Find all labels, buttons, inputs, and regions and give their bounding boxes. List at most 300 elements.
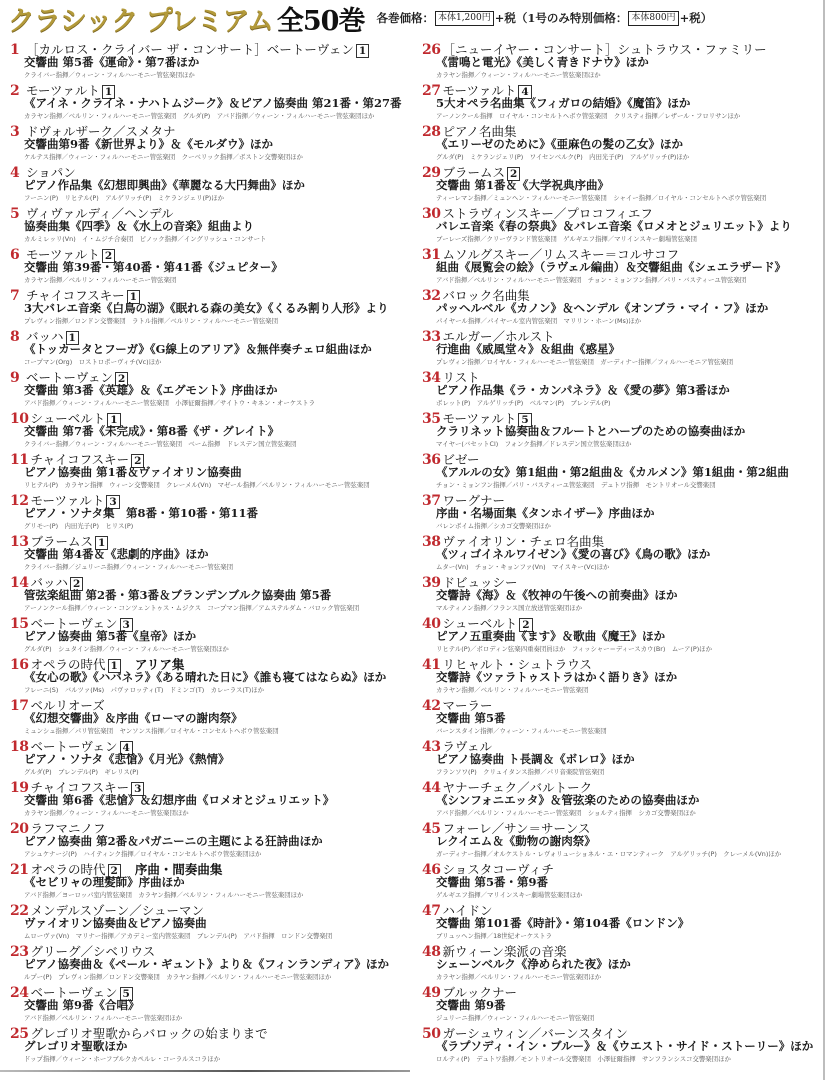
- work-title: ピアノ協奏曲 第5番《皇帝》ほか: [24, 629, 197, 643]
- work-title: 交響曲 第5番《運命》・第7番ほか: [24, 55, 200, 69]
- work-title: 交響曲 第5番: [436, 711, 506, 725]
- entry-heading: [10, 573, 420, 591]
- entry-heading: [422, 983, 827, 1001]
- performers: アバド指揮／ベルリン・フィルハーモニー管弦楽団 ショルティ指揮 シカゴ交響楽団ほか: [436, 809, 696, 817]
- volume-entry: [10, 1024, 420, 1065]
- volume-number: 33: [422, 329, 441, 345]
- performers: クライバー指揮／ジュリーニ指揮／ウィーン・フィルハーモニー管弦楽団: [24, 563, 233, 571]
- special-tax: +税）: [679, 11, 713, 25]
- work-title: 交響曲 第101番《時計》・第104番《ロンドン》: [436, 916, 690, 930]
- volume-entry: [422, 450, 827, 491]
- volume-entry: [10, 901, 420, 942]
- volume-number: 28: [422, 124, 441, 140]
- volume-number: 20: [10, 821, 29, 837]
- work-title: ピアノ・ソナタ集 第8番・第10番・第11番: [24, 506, 259, 520]
- entry-heading: [10, 819, 420, 837]
- composer-name: ラヴェル: [442, 739, 492, 754]
- composer-name: ヤナーチェク／バルトーク: [442, 780, 593, 795]
- composer-name: リスト: [442, 370, 480, 385]
- volume-number: 15: [10, 616, 29, 632]
- composer-name: ベルリオーズ: [30, 698, 105, 713]
- work-title: ピアノ作品集《幻想即興曲》《華麗なる大円舞曲》ほか: [24, 178, 305, 192]
- composer-name: ベートーヴェン: [30, 616, 118, 631]
- entry-heading: [422, 532, 827, 550]
- entry-heading: [10, 532, 420, 550]
- composer-name: ［ニューイヤー・コンサート］シュトラウス・ファミリー: [442, 42, 767, 57]
- entry-heading: [10, 286, 420, 304]
- volume-entry: [10, 286, 420, 327]
- performers: プレヴィン指揮／ロイヤル・フィルハーモニー管弦楽団 ガーディナー指揮／フィルハーモニア管弦楽団: [436, 358, 734, 366]
- performers: ドップ指揮／ウィーン・ホーフブルクカペルレ・コーラルスコラほか: [24, 1055, 221, 1063]
- work-title: ピアノ協奏曲＆《ペール・ギュント》より＆《フィンランディア》ほか: [24, 957, 390, 971]
- composer-name: ガーシュウィン／バーンスタイン: [442, 1026, 628, 1041]
- page-header: [0, 0, 827, 36]
- volume-entry: [422, 737, 827, 778]
- performers: リヒテル(P) カラヤン指揮 ウィーン交響楽団 クレーメル(Vn) マゼール指揮／ベルリン・フィルハーモニー管弦楽団: [24, 481, 370, 489]
- volume-entry: [422, 696, 827, 737]
- work-title: パッヘルベル《カノン》＆ヘンデル《オンブラ・マイ・フ》ほか: [436, 301, 769, 315]
- volume-entry: [422, 122, 827, 163]
- work-title: 行進曲《威風堂々》＆組曲《惑星》: [436, 342, 620, 356]
- work-title: ピアノ五重奏曲《ます》＆歌曲《魔王》ほか: [436, 629, 666, 643]
- work-title: 交響曲 第1番＆《大学祝典序曲》: [436, 178, 610, 192]
- work-title: 《トッカータとフーガ》《G線上のアリア》＆無伴奏チェロ組曲ほか: [24, 342, 372, 356]
- work-title: 交響曲 第7番《未完成》・第8番《ザ・グレイト》: [24, 424, 280, 438]
- composer-name: ビゼー: [442, 452, 480, 467]
- composer-volume-badge: 2: [108, 864, 121, 878]
- entry-heading: [422, 40, 827, 58]
- work-title: 管弦楽組曲 第2番・第3番＆ブランデンブルク協奏曲 第5番: [24, 588, 332, 602]
- right-column: [422, 40, 827, 1065]
- volume-number: 24: [10, 985, 29, 1001]
- performers: グリモー(P) 内田光子(P) ヒリス(P): [24, 522, 134, 530]
- work-title: シェーンベルク《浄められた夜》ほか: [436, 957, 631, 971]
- volume-number: 29: [422, 165, 441, 181]
- composer-name: モーツァルト: [26, 83, 100, 98]
- work-title: 交響曲 第9番: [436, 998, 506, 1012]
- composer-name: シューベルト: [442, 616, 518, 631]
- volume-number: 19: [10, 780, 29, 796]
- composer-name: チャイコフスキー: [30, 452, 130, 467]
- work-title: 交響詩《ツァラトゥストラはかく語りき》ほか: [436, 670, 678, 684]
- performers: アバド指揮／ヨーロッパ室内管弦楽団 カラヤン指揮／ベルリン・フィルハーモニー管弦楽団ほか: [24, 891, 304, 899]
- volume-entry: [10, 737, 420, 778]
- composer-name: モーツァルト: [26, 247, 100, 262]
- composer-name: グレゴリオ聖歌からバロックの始まりまで: [30, 1026, 268, 1041]
- volume-entry: [422, 532, 827, 573]
- composer-name: ラフマニノフ: [30, 821, 106, 836]
- volume-entry: [422, 327, 827, 368]
- entry-heading: [10, 368, 420, 386]
- entry-heading: [422, 204, 827, 222]
- entry-heading: [422, 614, 827, 632]
- volume-number: 3: [10, 124, 20, 140]
- work-title: バレエ音楽《春の祭典》＆バレエ音楽《ロメオとジュリエット》より: [436, 219, 792, 233]
- series-title: クラシック プレミアム: [8, 5, 273, 37]
- entry-heading: [422, 819, 827, 837]
- volume-number: 49: [422, 985, 441, 1001]
- composer-name: ブルックナー: [442, 985, 517, 1000]
- work-title: 《雷鳴と電光》《美しく青きドナウ》ほか: [436, 55, 649, 69]
- performers: ジュリーニ指揮／ウィーン・フィルハーモニー管弦楽団: [436, 1014, 595, 1022]
- left-column: [10, 40, 420, 1065]
- volume-entry: [10, 983, 420, 1024]
- performers: ロルティ(P) デュトワ指揮／モントリオール交響楽団 小澤征爾指揮 サンフランシスコ交響楽団ほか: [436, 1055, 731, 1063]
- composer-volume-badge: 2: [519, 618, 532, 632]
- composer-name: ピアノ名曲集: [442, 124, 517, 139]
- composer-volume-badge: 2: [102, 249, 115, 263]
- volume-number: 46: [422, 862, 441, 878]
- volume-number: 31: [422, 247, 441, 263]
- volume-entry: [10, 532, 420, 573]
- work-title: グレゴリオ聖歌ほか: [24, 1039, 128, 1053]
- volume-number: 47: [422, 903, 441, 919]
- composer-name: メンデルスゾーン／シューマン: [30, 903, 204, 918]
- volume-entry: [422, 368, 827, 409]
- volume-entry: [10, 409, 420, 450]
- performers: グルダ(P) シュタイン指揮／ウィーン・フィルハーモニー管弦楽団ほか: [24, 645, 229, 653]
- work-title: ピアノ・ソナタ《悲愴》《月光》《熱情》: [24, 752, 230, 766]
- volume-number: 2: [10, 83, 20, 99]
- entry-heading: [10, 696, 420, 714]
- page-border: [823, 0, 825, 1080]
- composer-volume-badge: 5: [120, 987, 133, 1001]
- performers: コープマン(Org) ロストロポーヴィチ(Vc)ほか: [24, 358, 162, 366]
- work-title: 交響詩《海》＆《牧神の午後への前奏曲》ほか: [436, 588, 678, 602]
- performers: ガーディナー指揮／オルケストル・レヴォリューショネル・エ・ロマンティーク アルゲリッチ(P) クレーメル(Vn)ほか: [436, 850, 782, 858]
- volume-entry: [422, 40, 827, 81]
- volume-entry: [422, 491, 827, 532]
- performers: ブリュッヘン指揮／18世紀オーケストラ: [436, 932, 553, 940]
- volume-entry: [10, 655, 420, 696]
- volume-entry: [422, 819, 827, 860]
- work-title: 交響曲 第6番《悲愴》＆幻想序曲《ロメオとジュリエット》: [24, 793, 335, 807]
- performers: パイヤール指揮／パイヤール室内管弦楽団 マリリン・ホーン(Ms)ほか: [436, 317, 642, 325]
- volume-number: 30: [422, 206, 441, 222]
- volume-number: 18: [10, 739, 29, 755]
- performers: ブーレーズ指揮／クリーヴランド管弦楽団 ゲルギエフ指揮／マリインスキー劇場管弦楽団: [436, 235, 697, 243]
- volume-number: 41: [422, 657, 441, 673]
- performers: フーニン(P) リヒテル(P) アルゲリッチ(P) ミケランジェリ(P)ほか: [24, 194, 225, 202]
- performers: ムローヴァ(Vn) マリナー指揮／アカデミー室内管弦楽団 ブレンデル(P) アバド指揮 ロンドン交響楽団: [24, 932, 333, 940]
- composer-volume-badge: 4: [518, 85, 531, 99]
- price-box: 本体1,200円: [435, 11, 494, 26]
- performers: カラヤン指揮／ベルリン・フィルハーモニー管弦楽団: [436, 686, 589, 694]
- performers: マイヤー(バセットCl) フォンク指揮／ドレスデン国立管弦楽団ほか: [436, 440, 632, 448]
- composer-name: 新ウィーン楽派の音楽: [442, 944, 567, 959]
- volume-entry: [422, 81, 827, 122]
- entry-heading: [422, 860, 827, 878]
- volume-number: 34: [422, 370, 441, 386]
- composer-volume-badge: 1: [66, 331, 79, 345]
- composer-name: バロック名曲集: [442, 288, 530, 303]
- work-title: 《女心の歌》《ハバネラ》《ある晴れた日に》《誰も寝てはならぬ》ほか: [24, 670, 387, 684]
- composer-name: ブラームス: [442, 165, 505, 180]
- volume-entry: [422, 1024, 827, 1065]
- composer-name: ドヴォルザーク／スメタナ: [26, 124, 176, 139]
- composer-volume-badge: 1: [102, 85, 115, 99]
- performers: ルプー(P) プレヴィン指揮／ロンドン交響楽団 カラヤン指揮／ベルリン・フィルハーモニー管弦楽団ほか: [24, 973, 332, 981]
- volume-number: 37: [422, 493, 441, 509]
- entry-heading: [422, 1024, 827, 1042]
- entry-heading: [422, 573, 827, 591]
- composer-name: ショパン: [26, 165, 76, 180]
- performers: マルティノン指揮／フランス国立放送管弦楽団ほか: [436, 604, 583, 612]
- work-title: ピアノ協奏曲 ト長調＆《ボレロ》ほか: [436, 752, 635, 766]
- special-price-box: 本体800円: [628, 11, 678, 26]
- entry-heading: [422, 696, 827, 714]
- composer-name: エルガー／ホルスト: [442, 329, 555, 344]
- entry-heading: [10, 327, 420, 345]
- composer-volume-badge: 2: [115, 372, 128, 386]
- composer-name: ヴァイオリン・チェロ名曲集: [442, 534, 605, 549]
- volume-number: 6: [10, 247, 20, 263]
- composer-volume-badge: 2: [507, 167, 520, 181]
- performers: ボレット(P) アルゲリッチ(P) ベルマン(P) ブレンデル(P): [436, 399, 611, 407]
- volume-number: 16: [10, 657, 29, 673]
- composer-volume-badge: 2: [70, 577, 83, 591]
- entry-heading: [10, 655, 420, 673]
- volume-number: 17: [10, 698, 29, 714]
- performers: アバド指揮／ウィーン・フィルハーモニー管弦楽団 小澤征爾指揮／サイトウ・キネン・オーケストラ: [24, 399, 316, 407]
- entry-heading: [10, 450, 420, 468]
- volume-number: 1: [10, 42, 20, 58]
- performers: クライバー指揮／ウィーン・フィルハーモニー管弦楽団ほか: [24, 71, 195, 79]
- volume-number: 14: [10, 575, 29, 591]
- volume-count: 全50巻: [276, 5, 365, 37]
- volume-number: 8: [10, 329, 20, 345]
- performers: アバド指揮／ベルリン・フィルハーモニー管弦楽団 チョン・ミョンフン指揮／パリ・バスティーユ管弦楽団: [436, 276, 747, 284]
- volume-number: 35: [422, 411, 441, 427]
- composer-volume-badge: 1: [95, 536, 108, 550]
- volume-entry: [422, 245, 827, 286]
- performers: カラヤン指揮／ベルリン・フィルハーモニー管弦楽団ほか: [436, 973, 602, 981]
- volume-number: 22: [10, 903, 29, 919]
- entry-heading: [422, 327, 827, 345]
- composer-name: チャイコフスキー: [30, 780, 130, 795]
- performers: フレーニ(S) バルツァ(Ms) パヴァロッティ(T) ドミンゴ(T) カレーラス(T)ほか: [24, 686, 265, 694]
- entry-heading: [10, 737, 420, 755]
- entry-heading: [10, 778, 420, 796]
- volume-entry: [10, 81, 420, 122]
- work-title: 交響曲 第5番・第9番: [436, 875, 549, 889]
- volume-entry: [422, 409, 827, 450]
- composer-volume-badge: 4: [120, 741, 133, 755]
- entry-heading: [422, 409, 827, 427]
- work-title: 《アイネ・クライネ・ナハトムジーク》＆ピアノ協奏曲 第21番・第27番: [24, 96, 402, 110]
- composer-name: ストラヴィンスキー／プロコフィエフ: [442, 206, 653, 221]
- composer-name: ワーグナー: [442, 493, 505, 508]
- performers: プレヴィン指揮／ロンドン交響楽団 ラトル指揮／ベルリン・フィルハーモニー管弦楽団: [24, 317, 279, 325]
- composer-name: モーツァルト: [30, 493, 105, 508]
- composer-name: ヴィヴァルディ／ヘンデル: [26, 206, 174, 221]
- volume-number: 39: [422, 575, 441, 591]
- volume-entry: [422, 204, 827, 245]
- work-title: 交響曲 第4番＆《悲劇的序曲》ほか: [24, 547, 209, 561]
- volume-entry: [422, 614, 827, 655]
- entry-heading: [422, 122, 827, 140]
- composer-name: グリーグ／シベリウス: [30, 944, 156, 959]
- volume-entry: [422, 983, 827, 1024]
- composer-volume-badge: 1: [108, 659, 121, 673]
- composer-name: ［カルロス・クライバー ザ・コンサート］ベートーヴェン: [26, 42, 354, 57]
- volume-entry: [10, 942, 420, 983]
- performers: カラヤン指揮／ウィーン・フィルハーモニー管弦楽団ほか: [436, 71, 601, 79]
- volume-number: 21: [10, 862, 29, 878]
- volume-number: 25: [10, 1026, 29, 1042]
- composer-name: ショスタコーヴィチ: [442, 862, 554, 877]
- work-title: 《ツィゴイネルワイゼン》《愛の喜び》《鳥の歌》ほか: [436, 547, 711, 561]
- work-title: 序曲・名場面集《タンホイザー》序曲ほか: [436, 506, 655, 520]
- composer-volume-badge: 1: [107, 413, 120, 427]
- entry-heading: [10, 491, 420, 509]
- performers: グルダ(P) ブレンデル(P) ギレリス(P): [24, 768, 139, 776]
- performers: ミュンシュ指揮／パリ管弦楽団 ヤンソンス指揮／ロイヤル・コンセルトヘボウ管弦楽団: [24, 727, 279, 735]
- work-title: 《ラプソディ・イン・ブルー》＆《ウエスト・サイド・ストーリー》ほか: [436, 1039, 814, 1053]
- entry-heading: [10, 204, 420, 222]
- composer-name: ベートーヴェン: [26, 370, 114, 385]
- volume-number: 38: [422, 534, 441, 550]
- entry-heading: [422, 368, 827, 386]
- work-title: 《幻想交響曲》＆序曲《ローマの謝肉祭》: [24, 711, 243, 725]
- work-title: 5大オペラ名曲集《フィガロの結婚》《魔笛》ほか: [436, 96, 691, 110]
- composer-volume-badge: 3: [120, 618, 133, 632]
- volume-number: 11: [10, 452, 29, 468]
- work-title: 《シンフォニエッタ》＆管弦楽のための協奏曲ほか: [436, 793, 700, 807]
- volume-entry: [10, 245, 420, 286]
- composer-name: バッハ: [26, 329, 64, 344]
- composer-name: ベートーヴェン: [30, 985, 118, 1000]
- composer-volume-badge: 1: [127, 290, 140, 304]
- composer-volume-badge: 3: [131, 782, 144, 796]
- composer-name: マーラー: [442, 698, 493, 713]
- composer-name: ブラームス: [30, 534, 93, 549]
- volume-entry: [10, 491, 420, 532]
- performers: フランソワ(P) クリュイタンス指揮／パリ音楽院管弦楽団: [436, 768, 605, 776]
- volume-number: 27: [422, 83, 441, 99]
- volume-number: 32: [422, 288, 441, 304]
- composer-volume-badge: 2: [131, 454, 144, 468]
- work-title: 交響曲 第9番《合唱》: [24, 998, 140, 1012]
- work-title: ヴァイオリン協奏曲＆ピアノ協奏曲: [24, 916, 207, 930]
- work-title: 《セビリャの理髪師》序曲ほか: [24, 875, 185, 889]
- work-title: 交響曲 第39番・第40番・第41番《ジュピター》: [24, 260, 283, 274]
- composer-name: ドビュッシー: [442, 575, 518, 590]
- composer-name: チャイコフスキー: [26, 288, 125, 303]
- volume-number: 36: [422, 452, 441, 468]
- work-title: レクイエム＆《動物の謝肉祭》: [436, 834, 596, 848]
- volume-entry: [10, 163, 420, 204]
- entry-heading: [10, 1024, 420, 1042]
- volume-entry: [422, 286, 827, 327]
- volume-number: 10: [10, 411, 29, 427]
- volume-entry: [10, 573, 420, 614]
- volume-number: 7: [10, 288, 20, 304]
- work-title: ピアノ協奏曲 第2番＆パガニーニの主題による狂詩曲ほか: [24, 834, 323, 848]
- volume-number: 45: [422, 821, 441, 837]
- volume-number: 13: [10, 534, 29, 550]
- entry-subtitle: 序曲・間奏曲集: [134, 862, 223, 877]
- performers: グルダ(P) ミケランジェリ(P) ワイセンベルク(P) 内田光子(P) アルゲリッチ(P)ほか: [436, 153, 690, 161]
- volume-number: 23: [10, 944, 29, 960]
- volume-entry: [10, 122, 420, 163]
- performers: ムター(Vn) チョン・キョンファ(Vn) マイスキー(Vc)ほか: [436, 563, 610, 571]
- composer-name: ハイドン: [442, 903, 493, 918]
- entry-heading: [10, 163, 420, 181]
- volume-number: 43: [422, 739, 441, 755]
- bottom-divider: [0, 1070, 410, 1072]
- work-title: 交響曲第9番《新世界より》＆《モルダウ》ほか: [24, 137, 274, 151]
- volume-entry: [10, 368, 420, 409]
- volume-entry: [422, 655, 827, 696]
- entry-heading: [422, 778, 827, 796]
- volume-entry: [422, 163, 827, 204]
- performers: アーノンクール指揮／ウィーン・コンツェントゥス・ムジクス コープマン指揮／アムステルダム・バロック管弦楽団: [24, 604, 360, 612]
- entry-heading: [422, 286, 827, 304]
- entry-heading: [10, 901, 420, 919]
- work-title: ピアノ作品集《ラ・カンパネラ》＆《愛の夢》第3番ほか: [436, 383, 730, 397]
- composer-name: オペラの時代: [30, 862, 106, 877]
- work-title: 協奏曲集《四季》＆《水上の音楽》組曲より: [24, 219, 254, 233]
- performers: アーノンクール指揮 ロイヤル・コンセルトヘボウ管弦楽団 クリスティ指揮／レザール・フロリサンほか: [436, 112, 741, 120]
- volume-number: 26: [422, 42, 441, 58]
- performers: チョン・ミョンフン指揮／パリ・バスティーユ管弦楽団 デュトワ指揮 モントリオール交響楽団: [436, 481, 716, 489]
- work-title: 3大バレエ音楽《白鳥の湖》《眠れる森の美女》《くるみ割り人形》より: [24, 301, 389, 315]
- composer-name: フォーレ／サン＝サーンス: [442, 821, 591, 836]
- entry-heading: [10, 860, 420, 878]
- work-title: 《エリーゼのために》《亜麻色の髪の乙女》ほか: [436, 137, 684, 151]
- entry-heading: [10, 409, 420, 427]
- volume-number: 9: [10, 370, 20, 386]
- composer-name: ベートーヴェン: [30, 739, 118, 754]
- entry-heading: [422, 245, 827, 263]
- entry-heading: [10, 942, 420, 960]
- performers: ティーレマン指揮／ミュンヘン・フィルハーモニー管弦楽団 シャイー指揮／ロイヤル・コンセルトヘボウ管弦楽団: [436, 194, 767, 202]
- entry-heading: [422, 81, 827, 99]
- entry-heading: [10, 614, 420, 632]
- volume-entry: [10, 40, 420, 81]
- volume-entry: [10, 204, 420, 245]
- performers: ゲルギエフ指揮／マリインスキー劇場管弦楽団ほか: [436, 891, 583, 899]
- entry-heading: [422, 163, 827, 181]
- volume-entry: [10, 327, 420, 368]
- volume-number: 40: [422, 616, 441, 632]
- composer-name: モーツァルト: [442, 83, 517, 98]
- price-tax: +税（1号のみ特別価格：: [494, 11, 628, 25]
- composer-name: リヒャルト・シュトラウス: [442, 657, 592, 672]
- volume-entry: [10, 860, 420, 901]
- volume-number: 12: [10, 493, 29, 509]
- volume-entry: [10, 696, 420, 737]
- performers: カラヤン指揮／ウィーン・フィルハーモニー管弦楽団ほか: [24, 809, 189, 817]
- composer-volume-badge: 1: [356, 44, 369, 58]
- entry-subtitle: アリア集: [134, 657, 185, 672]
- work-title: ピアノ協奏曲 第1番＆ヴァイオリン協奏曲: [24, 465, 242, 479]
- work-title: 交響曲 第3番《英雄》＆《エグモント》序曲ほか: [24, 383, 278, 397]
- volume-number: 4: [10, 165, 20, 181]
- performers: カラヤン指揮／ベルリン・フィルハーモニー管弦楽団: [24, 276, 177, 284]
- entry-heading: [422, 942, 827, 960]
- volume-entry: [422, 860, 827, 901]
- composer-name: モーツァルト: [442, 411, 517, 426]
- entry-heading: [422, 450, 827, 468]
- volume-entry: [422, 778, 827, 819]
- volume-number: 50: [422, 1026, 441, 1042]
- volume-entry: [10, 614, 420, 655]
- volume-entry: [10, 819, 420, 860]
- composer-volume-badge: 5: [518, 413, 531, 427]
- work-title: クラリネット協奏曲＆フルートとハープのための協奏曲ほか: [436, 424, 746, 438]
